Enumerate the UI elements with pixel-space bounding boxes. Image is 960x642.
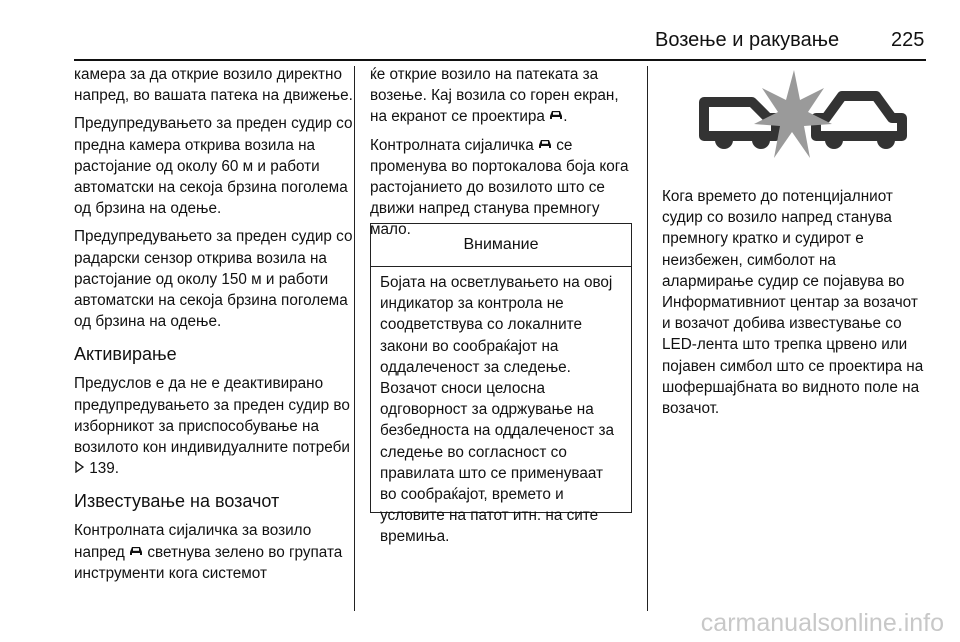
text: Контролната сијаличка	[370, 136, 539, 154]
column-3	[662, 186, 928, 426]
rear-car-wheel	[752, 131, 770, 149]
paragraph	[74, 520, 356, 584]
paragraph	[370, 64, 636, 128]
header-rule	[74, 59, 926, 61]
page-number: 225	[891, 29, 925, 51]
vehicle-ahead-icon	[549, 106, 563, 127]
section-heading-activation: Активирање	[74, 344, 177, 365]
paragraph: Предупредувањето за преден судир со радарски сензор открива возила на растојание од околу 150 м и работи автоматски на секоја брзина поголема од брзина на одење.	[74, 228, 353, 331]
warning-title: Внимание	[371, 224, 631, 267]
section-heading-driver-notification: Известување на возачот	[74, 491, 280, 512]
front-car-wheel	[877, 131, 895, 149]
paragraph: камера за да открие возило директно напред, во вашата патека на движење.	[74, 66, 353, 105]
text: .	[563, 108, 568, 126]
text: Контролната сијаличка за возило напред	[74, 522, 312, 561]
front-car-wheel	[825, 131, 843, 149]
rear-car-wheel	[715, 131, 733, 149]
paragraph: Предупредувањето за преден судир со предна камера открива возила на растојание од околу 60 м и работи автоматски на секоја брзина поголема од брзина на одење.	[74, 115, 353, 218]
page-header	[0, 26, 960, 56]
text: светнува зелено во групата инструменти кога системот	[74, 543, 343, 582]
watermark: carmanualsonline.info	[700, 609, 944, 637]
text: се променува во портокалова боја кога растојанието до возилото што се движи напред станува премногу мало.	[370, 136, 629, 239]
chapter-title: Возење и ракување	[655, 29, 840, 51]
vehicle-ahead-icon	[538, 135, 552, 156]
paragraph	[74, 373, 356, 479]
warning-box	[370, 223, 632, 546]
vehicle-ahead-icon	[129, 542, 143, 563]
column-divider-2	[647, 66, 648, 611]
page-reference-icon[interactable]	[74, 458, 85, 479]
paragraph: Кога времето до потенцијалниот судир со возило напред станува премногу кратко и судирот е неизбежен, симболот на алармирање судир се појавува во Информативниот центар за возачот и возачот добива известување со LED-лента што трепка црвено или појавен симбол што се проектира на шофершајбната во видното поле на возачот.	[662, 188, 924, 418]
page-reference-link[interactable]: 139.	[89, 460, 120, 478]
text: ќе открие возило на патеката за возење. Кај возила со горен екран, на екранот се проектира	[370, 66, 619, 126]
text: Предуслов е да не е деактивирано предупредувањето за преден судир во изборникот за приспособување на возилото кон индивидуалните потреби	[74, 375, 350, 457]
collision-warning-illustration	[666, 66, 928, 172]
warning-body: Бојата на осветлувањето на овој индикатор за контрола не соодветствува со локалните закони во сообраќајот на оддалеченост за следење. Возачот сноси целосна одговорност за одржување на безбедноста на оддалеченост за следење во согласност со правилата што се применуваат во сообраќајот, времето и условите на патот итн. на сите времиња.	[380, 274, 615, 546]
column-2	[370, 64, 636, 248]
column-1	[74, 64, 356, 591]
